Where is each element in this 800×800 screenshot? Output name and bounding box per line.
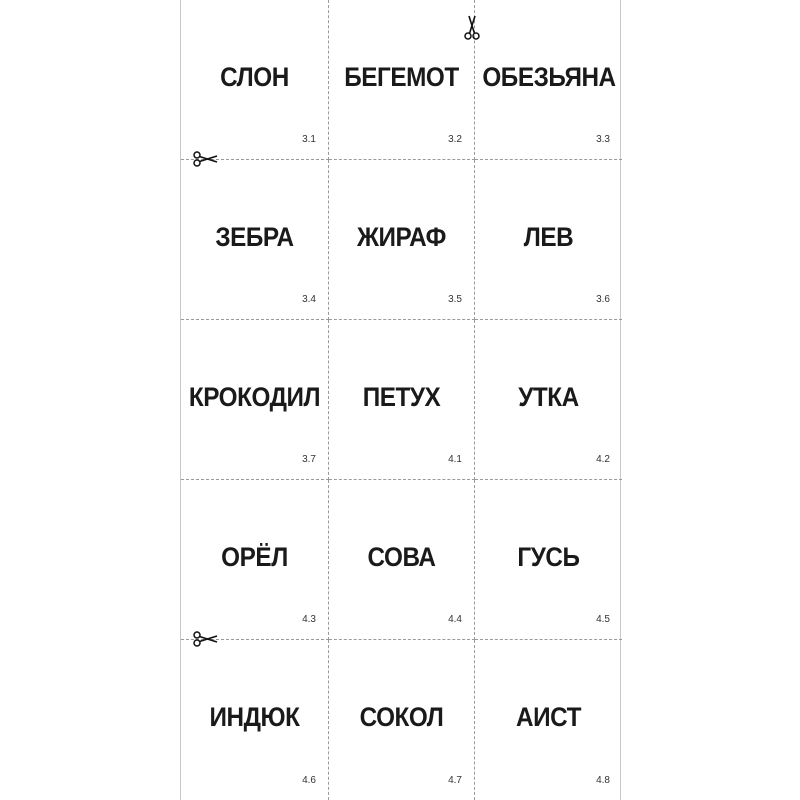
card-number: 4.3 — [302, 614, 316, 625]
card-number: 3.6 — [596, 294, 610, 305]
card-word: ПЕТУХ — [362, 382, 441, 412]
scissors-icon — [193, 151, 219, 167]
scissors-icon — [464, 14, 480, 40]
card-number: 4.8 — [596, 775, 610, 786]
card-word: СОВА — [367, 542, 436, 572]
card-number: 3.4 — [302, 294, 316, 305]
card-number: 4.2 — [596, 454, 610, 465]
word-card — [475, 0, 622, 160]
word-card-sheet — [180, 0, 621, 800]
card-number: 4.6 — [302, 775, 316, 786]
card-word: ГУСЬ — [517, 542, 580, 572]
word-card — [329, 640, 475, 800]
card-word: КРОКОДИЛ — [188, 382, 321, 412]
word-card — [475, 480, 622, 640]
card-number: 3.1 — [302, 134, 316, 145]
card-word: ОРЁЛ — [221, 542, 288, 572]
word-card — [181, 160, 329, 320]
card-number: 4.5 — [596, 614, 610, 625]
card-word: СЛОН — [220, 62, 289, 92]
word-card — [181, 640, 329, 800]
card-word: БЕГЕМОТ — [344, 62, 459, 92]
card-word: ЛЕВ — [523, 222, 574, 252]
card-word: ИНДЮК — [209, 702, 300, 732]
word-card — [475, 160, 622, 320]
card-number: 3.3 — [596, 134, 610, 145]
card-number: 3.5 — [448, 294, 462, 305]
card-number: 3.2 — [448, 134, 462, 145]
card-word: СОКОЛ — [359, 702, 444, 732]
card-word: АИСТ — [515, 702, 581, 732]
word-card — [329, 160, 475, 320]
card-number: 4.1 — [448, 454, 462, 465]
word-card — [181, 320, 329, 480]
word-card — [475, 320, 622, 480]
word-card — [475, 640, 622, 800]
card-word: УТКА — [518, 382, 579, 412]
card-number: 4.4 — [448, 614, 462, 625]
word-card — [181, 480, 329, 640]
card-word: ЗЕБРА — [215, 222, 294, 252]
card-word: ОБЕЗЬЯНА — [482, 62, 616, 92]
word-card — [329, 480, 475, 640]
word-card — [329, 0, 475, 160]
word-card — [329, 320, 475, 480]
word-card — [181, 0, 329, 160]
card-grid — [181, 0, 620, 800]
card-number: 3.7 — [302, 454, 316, 465]
card-number: 4.7 — [448, 775, 462, 786]
scissors-icon — [193, 631, 219, 647]
card-word: ЖИРАФ — [357, 222, 446, 252]
